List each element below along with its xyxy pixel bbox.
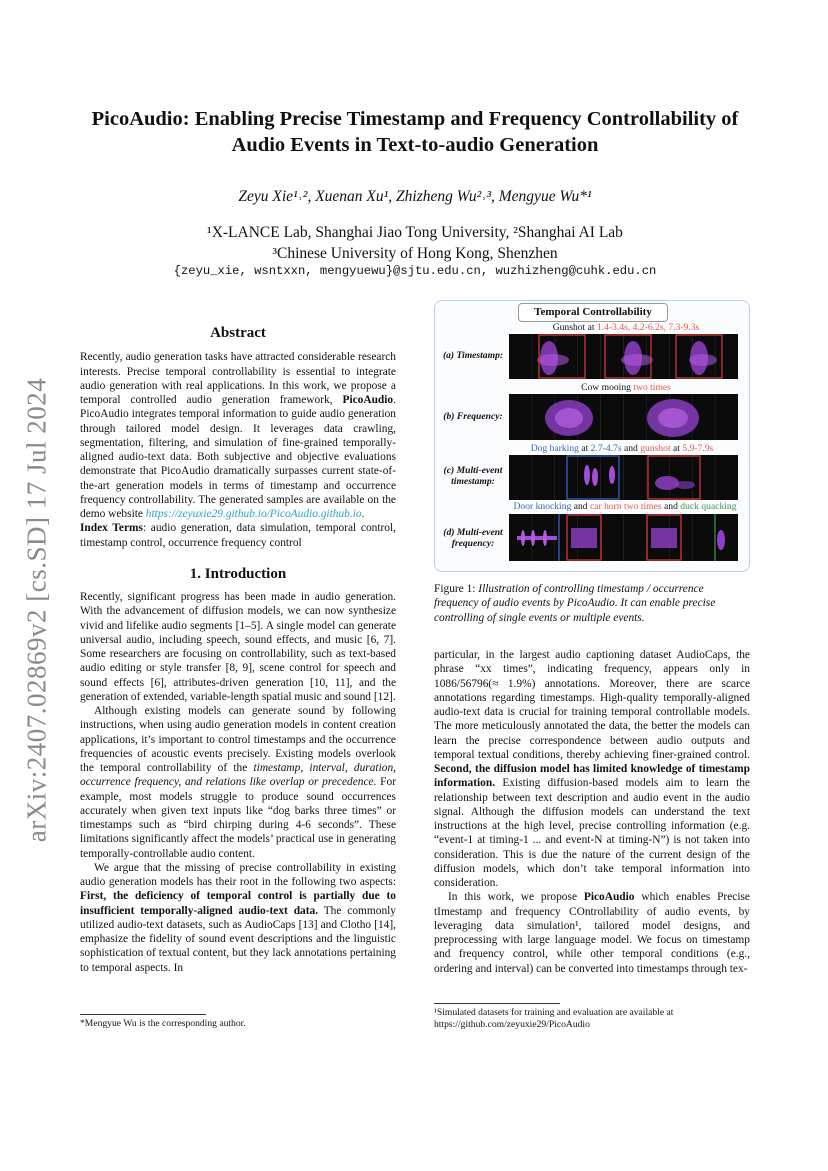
row-d-and-2: and	[661, 501, 681, 512]
car-horn-2	[651, 528, 677, 548]
intro-p2-text-a: Although existing models can generate sound by following instructions, when using audio generation models in content creation applications, it’s important to control timestamps and the occurrence frequencies of acoustic events precisely. Existing models overlook the temporal controllability of the	[80, 705, 396, 774]
figure-caption-label: Figure 1:	[434, 583, 479, 595]
affiliations	[60, 222, 770, 264]
index-terms	[80, 521, 396, 550]
author-emails: {zeyu_xie, wsntxxn, mengyuewu}@sjtu.edu.cn, wuzhizheng@cuhk.edu.cn	[173, 264, 657, 278]
door-knock-1	[521, 530, 525, 546]
row-b-label-line-1: (b) Frequency:	[443, 411, 503, 422]
row-b-label	[437, 411, 509, 422]
row-d-carhorn-label: car horn two times	[589, 501, 662, 512]
row-c-at-2: at	[670, 443, 683, 454]
row-c-label-line-2: timestamp:	[451, 476, 495, 487]
spectrogram-b	[509, 394, 738, 440]
spectrogram-a	[509, 334, 738, 379]
row-b-caption	[508, 382, 744, 393]
row-c-dog-label: Dog barking	[530, 443, 579, 454]
intro-paragraph-1: Recently, significant progress has been made in audio generation. With the advancement of diffusion models, we can now synthesize vivid and lifelike audio segments [1–5]. A single model can generate universal audio, including speech, sound effects, and music [6, 7]. Some researchers are focusing on controllability, such as text-based audio editing or style transfer [8, 9], scene control for speech and sound effects [6], attributes-driven generation [10, 11], and the generation of extended, variable-length spatial music and sound [12].	[80, 591, 396, 703]
demo-website-link[interactable]: https://zeyuxie29.github.io/PicoAudio.github.io	[145, 508, 362, 520]
intro-p2-text-b: For example, most models struggle to produce sound occurrences accurately when given text inputs like “dog barks three times” or timestamps such as “bird chirping during 4-6 seconds”. These limitations significantly affect the models’ practical use in generating temporally-controllable audio content.	[80, 776, 397, 860]
spectrogram-d	[509, 514, 738, 561]
right-p2-bold: PicoAudio	[583, 891, 635, 904]
arxiv-identifier-stamp	[22, 375, 52, 845]
duck-quack-1	[717, 530, 725, 550]
row-b-caption-count: two times	[633, 382, 671, 393]
spectrogram-a-svg	[509, 334, 738, 379]
row-c-gunshot-time: 5.9-7.9s	[682, 443, 714, 454]
footnote-corresponding-author: *Mengyue Wu is the corresponding author.	[80, 1018, 246, 1029]
gunshot-c-tail	[675, 481, 695, 489]
row-a-label-line-1: (a) Timestamp:	[442, 350, 504, 361]
dog-bark-3	[609, 466, 615, 484]
row-d-door-label: Door knocking	[513, 501, 572, 512]
cow-moo-1-core	[555, 408, 583, 428]
affiliation-line-1: ¹X-LANCE Lab, Shanghai Jiao Tong University, ²Shanghai AI Lab	[207, 224, 623, 241]
row-c-at-1: at	[578, 443, 591, 454]
row-c-gunshot-label: gunshot	[640, 443, 671, 454]
intro-paragraph-2	[80, 704, 396, 861]
spectrogram-d-svg	[509, 514, 738, 561]
row-c-dog-time: 2.7-4.7s	[590, 443, 622, 454]
right-p2-text-c: Precise tImestamp and frequency COntrollability of audio events, by leveraging data simulation¹, tailored model designs, and preprocessing with large language model. We focus on timestamp and frequency control, while other temporal conditions (e.g., ordering and interval) can be converted into timestamps through tex-	[434, 891, 750, 975]
cow-moo-event-2	[647, 399, 699, 437]
introduction-heading: 1. Introduction	[189, 565, 287, 582]
footnote-rule-left	[80, 1014, 206, 1015]
row-c-label	[437, 465, 509, 487]
row-a-label	[437, 350, 509, 361]
row-d-label-line-2: frequency:	[451, 538, 495, 549]
duck-quack-events	[717, 530, 725, 550]
gunshot-c-burst	[655, 476, 679, 490]
dog-bark-2	[592, 468, 598, 486]
title-line-1: PicoAudio: Enabling Precise Timestamp and Frequency Controllability of	[91, 108, 739, 130]
gunshot-tail-3	[689, 354, 717, 366]
abstract-heading: Abstract	[210, 325, 266, 341]
door-knock-3	[543, 530, 547, 546]
row-c-caption	[500, 443, 744, 454]
row-d-label	[437, 527, 509, 549]
gunshot-tail-1	[537, 354, 569, 366]
spectrogram-c-svg	[509, 455, 738, 500]
intro-p3-text-b: The commonly utilized audio-text datasets, such as AudioCaps [13] and Clotho [14], emphasize the fidelity of sound event descriptions and the linguistic sophistication of textual content, but they lack annotations pertaining to temporal aspects. In	[80, 904, 396, 974]
dog-bark-1	[584, 465, 590, 485]
index-terms-text: : audio generation, data simulation, temporal control, timestamp control, occurrence frequency control	[80, 522, 396, 549]
arxiv-stamp-text: arXiv:2407.02869v2 [cs.SD] 17 Jul 2024	[21, 377, 52, 843]
intro-p3-bold: First, the deficiency of temporal control is partially due to insufficient temporally-aligned audio-text data.	[80, 890, 396, 917]
right-p1-text-a: particular, in the largest audio captioning dataset AudioCaps, the phrase “xx times”, indicating frequency, appears only in 1086/56796(≈ 1.9%) annotations. Moreover, there are scarce annotations regarding timestamps. High-quality temporally-aligned audio-text data is crucial for training temporal controllable models. The more meticulously annotated the data, the better the models can learn the precise correspondence between audio outputs and temporal textual conditions, thereby achieving finer-grained control.	[434, 649, 750, 761]
right-paragraph-1	[434, 648, 750, 890]
intro-paragraph-3	[80, 861, 396, 975]
spectrogram-b-svg	[509, 394, 738, 440]
door-knock-2	[531, 530, 535, 546]
intro-p3-text-a: We argue that the missing of precise controllability in existing audio generation models has their root in the following two aspects:	[80, 861, 396, 888]
row-d-and-1: and	[571, 501, 590, 512]
row-d-label-line-1: (d) Multi-event	[443, 527, 503, 538]
car-horn-1	[571, 528, 597, 548]
abstract-system-name: PicoAudio	[342, 394, 394, 406]
affiliation-line-2: ³Chinese University of Hong Kong, Shenzhen	[272, 245, 558, 262]
index-terms-label: Index Terms	[80, 522, 143, 535]
row-d-duck-label: duck quacking	[680, 501, 737, 512]
spectrogram-c	[509, 455, 738, 500]
footnote-rule-right	[434, 1003, 560, 1004]
footnote-dataset-link: ¹Simulated datasets for training and evaluation are available at https://github.com/zeyuxie29/PicoAudio	[434, 1007, 674, 1030]
paper-title	[60, 106, 770, 158]
right-p1-bold: Second, the diffusion model has limited knowledge of timestamp information.	[434, 763, 750, 790]
right-p2-text-a: In this work, we propose	[448, 891, 584, 904]
left-column	[80, 326, 396, 975]
abstract-text-end: .	[361, 508, 365, 520]
abstract-text-1: Recently, audio generation tasks have attracted considerable research interests. Precise temporal controllability is essential to integrate audio generation with real applications. In this work, we propose a temporal controlled audio generation framework,	[80, 351, 396, 406]
abstract-body	[80, 350, 396, 521]
right-p1-text-b: Existing diffusion-based models aim to learn the relationship between text description and audio event in the audio signal. Although the diffusion models can understand the text instructions at the high level, precise controlling information (e.g. “event-1 at timing-1 ... and event-N at timing-N”) is not taken into consideration. This is due the nature of the current design of the diffusion models, which don’t take temporal information into consideration.	[434, 777, 750, 889]
figure-title-box: Temporal Controllability	[518, 303, 668, 322]
row-a-caption	[508, 322, 744, 333]
figure-1-caption	[434, 582, 750, 625]
author-list: Zeyu Xie¹˒², Xuenan Xu¹, Zhizheng Wu²˒³, Mengyue Wu*¹	[238, 188, 592, 205]
row-b-caption-text: Cow mooing	[581, 382, 634, 393]
row-c-label-line-1: (c) Multi-event	[443, 465, 503, 476]
row-c-and: and	[621, 443, 641, 454]
abstract-text-2: . PicoAudio integrates temporal information to guide audio generation through tailored model design. It leverages data crawling, segmentation, filtering, and simulation of fine-grained temporally-aligned audio-text data. Both subjective and objective evaluations demonstrate that PicoAudio dramatically surpasses current state-of-the-art generation models in terms of timestamp and occurrence frequency controllability. The generated samples are available on the demo website	[80, 394, 396, 520]
row-d-caption	[506, 501, 744, 512]
gunshot-tail-2	[621, 354, 653, 366]
row-a-caption-text: Gunshot at	[552, 322, 597, 333]
cow-moo-event-1	[545, 400, 593, 436]
title-line-2: Audio Events in Text-to-audio Generation	[231, 134, 599, 156]
figure-caption-text: Illustration of controlling timestamp / occurrence frequency of audio events by PicoAudio. It can enable precise controlling of single events or multiple events.	[434, 583, 716, 624]
row-a-caption-times: 1.4-3.4s, 4.2-6.2s, 7.3-9.3s	[596, 322, 700, 333]
right-p2-text-b: which enables	[634, 891, 718, 904]
right-column	[434, 648, 750, 976]
intro-p2-italic: timestamp, interval, duration, occurrence frequency, and relations like overlap or precedence.	[80, 762, 396, 789]
cow-moo-2-core	[658, 408, 688, 428]
right-paragraph-2	[434, 890, 750, 976]
